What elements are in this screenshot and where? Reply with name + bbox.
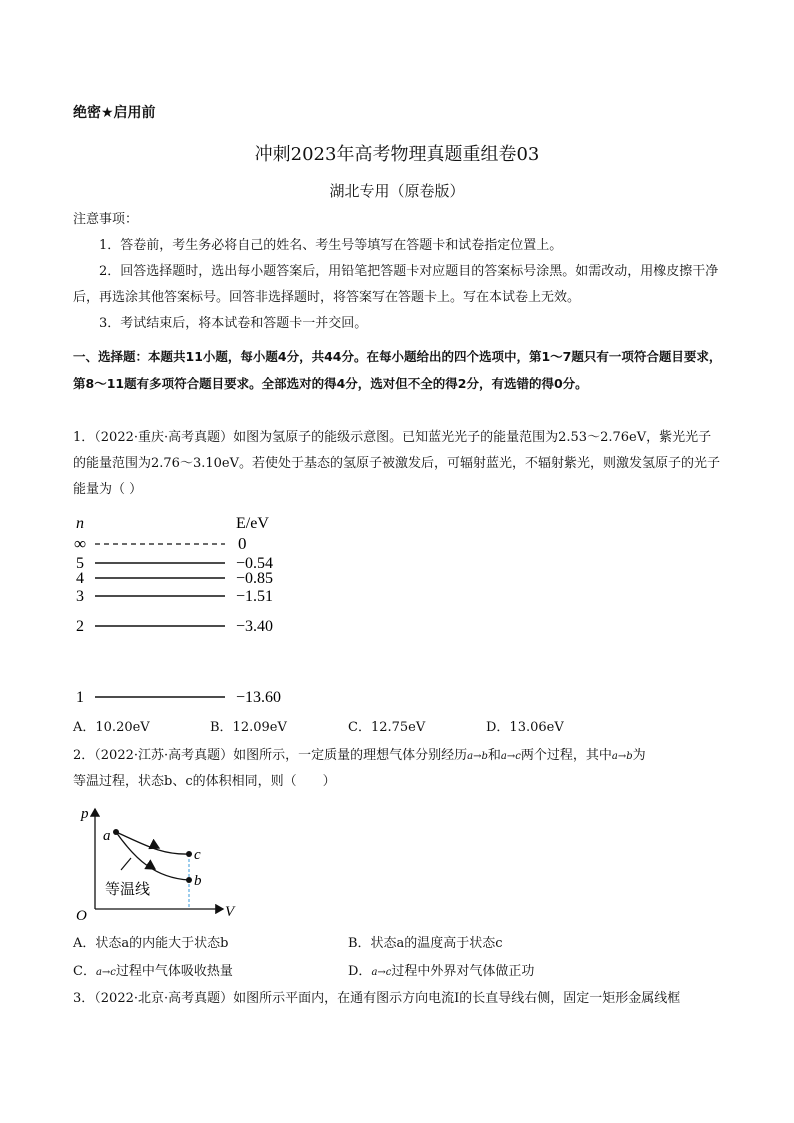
path-ac: a→c <box>371 967 392 978</box>
note-item: 1．答卷前，考生务必将自己的姓名、考生号等填写在答题卡和试卷指定位置上。 <box>99 238 563 253</box>
energy-level-diagram <box>70 508 310 713</box>
origin-label: O <box>76 908 87 924</box>
q2-stem-text: 两个过程，其中 <box>520 748 612 763</box>
point-a <box>113 829 119 835</box>
option-b[interactable]: B．状态a的温度高于状态c <box>348 936 503 951</box>
notes-heading: 注意事项： <box>73 212 139 227</box>
question-2-stem-line2: 等温过程，状态b、c的体积相同，则（ ） <box>73 774 336 789</box>
section-heading: 一、选择题：本题共11小题，每小题4分，共44分。在每小题给出的四个选项中，第1～7题只有一项符合题目要求，第8～11题有多项符合题目要求。全部选对的得4分，选对但不全的得2分，有选错的得0分。 <box>73 349 722 391</box>
page-title: 冲刺2023年高考物理真题重组卷03 <box>254 144 540 165</box>
note-item: 3．考试结束后，将本试卷和答题卡一并交回。 <box>99 316 368 331</box>
option-c[interactable]: C．12.75eV <box>348 720 426 735</box>
q2-stem-text: 2．（2022·江苏·高考真题）如图所示，一定质量的理想气体分别经历 <box>73 748 468 763</box>
question-2-options-row2 <box>73 960 723 982</box>
path-ab: a→b <box>611 751 633 762</box>
question-2-stem <box>73 743 723 770</box>
option-c-prefix: C． <box>73 964 96 979</box>
level-energy-label: −13.60 <box>236 689 282 706</box>
option-b[interactable]: B．12.09eV <box>210 720 287 735</box>
point-c <box>186 851 192 857</box>
isotherm-pointer <box>121 858 131 870</box>
option-d-text: 过程中外界对气体做正功 <box>391 964 535 979</box>
level-energy-label: −1.51 <box>236 588 274 605</box>
p-axis-label: p <box>81 806 89 822</box>
level-n-label: 2 <box>76 618 84 635</box>
path-ac: a→c <box>500 751 521 762</box>
question-2-options-row1 <box>73 932 723 954</box>
level-energy-label: −0.85 <box>236 570 274 587</box>
pv-diagram <box>73 804 248 924</box>
path-ab: a→b <box>467 751 488 762</box>
option-d[interactable]: D．13.06eV <box>486 720 564 735</box>
level-n-label: 3 <box>76 588 84 605</box>
question-1-stem: 1．（2022·重庆·高考真题）如图为氢原子的能级示意图。已知蓝光光子的能量范围为2.53～2.76eV，紫光光子的能量范围为2.76～3.10eV。若使处于基态的氢原子被激发后，可辐射蓝光，不辐射紫光，则激发氢原子的光子能量为（ ） <box>73 430 720 497</box>
question-3-stem: 3．（2022·北京·高考真题）如图所示平面内，在通有图示方向电流I的长直导线右侧，固定一矩形金属线框 <box>73 991 681 1006</box>
level-energy-label: 0 <box>238 534 247 553</box>
level-energy-label: −0.54 <box>236 555 274 572</box>
v-axis-label: V <box>225 904 235 920</box>
note-item: 2．回答选择题时，选出每小题答案后，用铅笔把答题卡对应题目的答案标号涂黑。如需改动，用橡皮擦干净后，再选涂其他答案标号。回答非选择题时，将答案写在答题卡上。写在本试卷上无效。 <box>73 264 719 305</box>
option-a[interactable]: A．状态a的内能大于状态b <box>73 936 229 951</box>
option-d-prefix: D． <box>348 964 372 979</box>
option-d[interactable] <box>348 960 534 979</box>
page-subtitle: 湖北专用（原卷版） <box>329 182 465 200</box>
level-n-label: ∞ <box>74 534 87 553</box>
level-n-label: 4 <box>76 570 84 587</box>
secret-label: 绝密★启用前 <box>73 105 156 121</box>
point-b-label: b <box>194 873 202 889</box>
level-energy-label: −3.40 <box>236 618 274 635</box>
point-c-label: c <box>194 847 201 863</box>
point-a-label: a <box>103 828 111 844</box>
path-ab-curve <box>116 832 189 880</box>
point-b <box>186 877 192 883</box>
question-1-options <box>73 716 723 738</box>
option-c-text: 过程中气体吸收热量 <box>115 964 233 979</box>
path-ac: a→c <box>95 967 116 978</box>
option-a[interactable]: A．10.20eV <box>73 720 150 735</box>
q2-stem-text: 为 <box>632 748 646 763</box>
n-axis-label: n <box>76 515 84 532</box>
level-n-label: 1 <box>76 689 84 706</box>
option-c[interactable] <box>73 960 233 979</box>
level-n-label: 5 <box>76 555 84 572</box>
energy-axis-label: E/eV <box>236 515 269 532</box>
q2-stem-text: 和 <box>487 748 501 763</box>
path-ac-curve <box>116 832 189 854</box>
isotherm-label: 等温线 <box>105 882 151 898</box>
